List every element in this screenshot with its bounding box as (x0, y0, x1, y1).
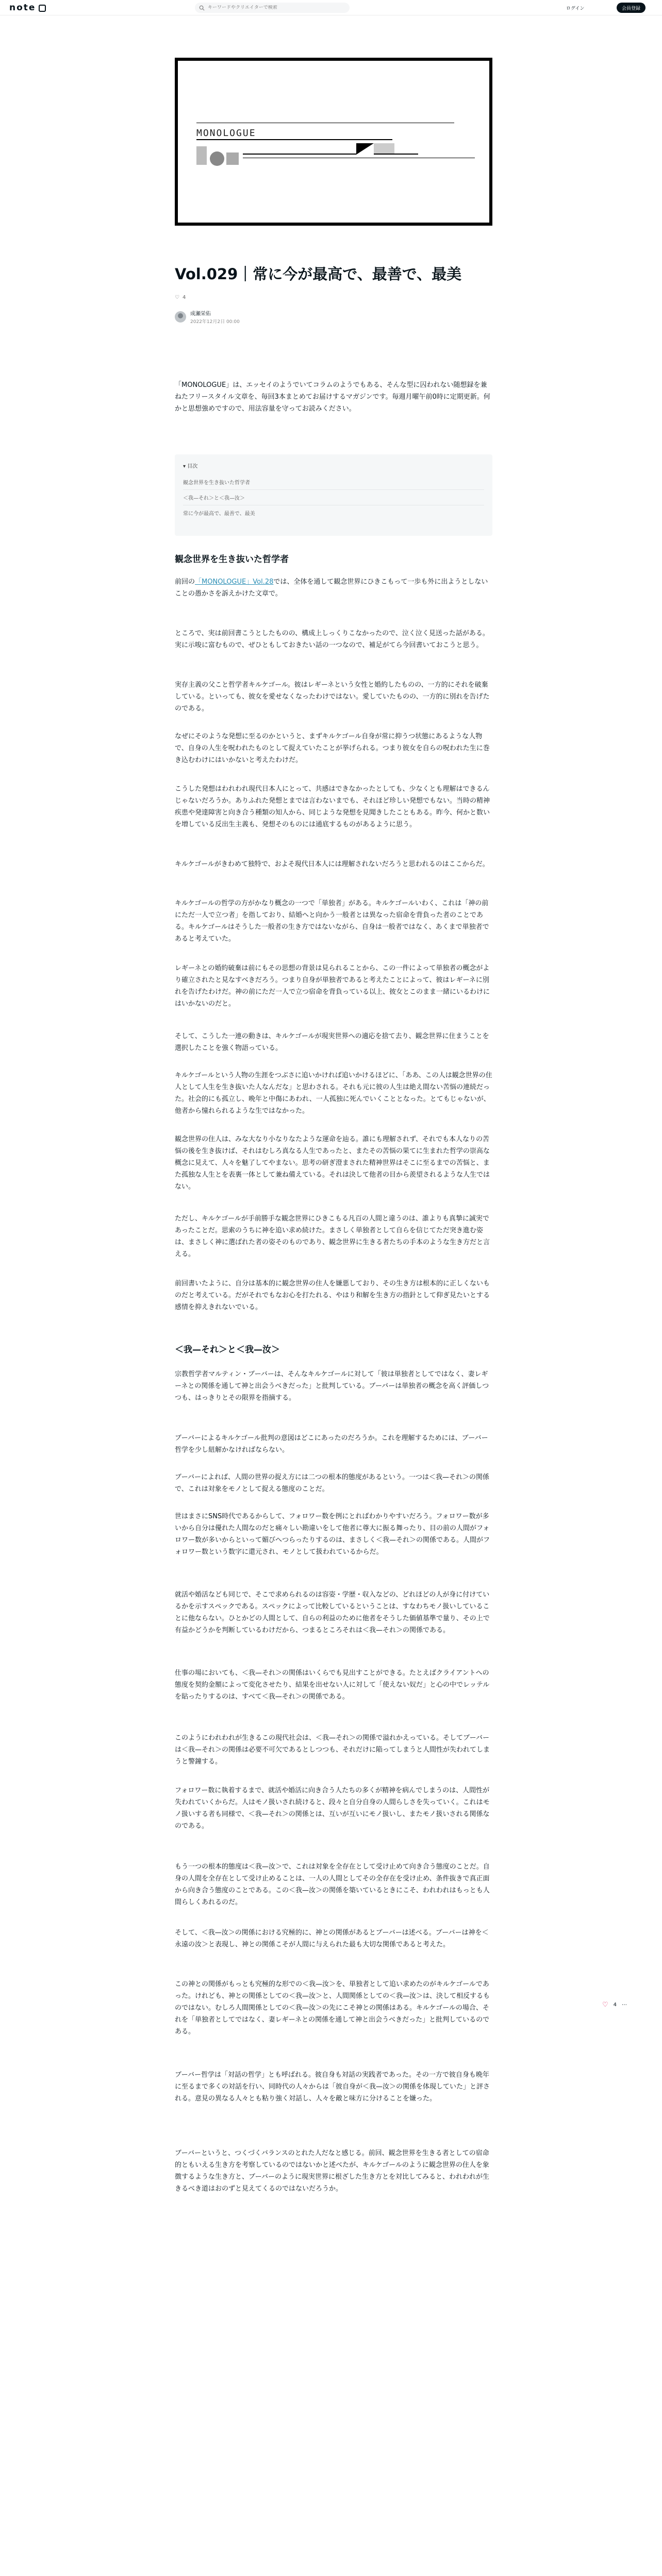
paragraph: フォロワー数に執着するまで、就活や婚活に向き合う人たちの多くが精神を病んでしまうのは、人間性が失われていくからだ。人はモノ扱いされ続けると、段々と自分自身の人間らしさを失っていく。これはモノ扱いする者も同様で、＜我—それ＞の関係とは、互いが互いにモノ扱いし、またモノ扱いされる関係なのである。 (175, 1787, 490, 1830)
logo-text: note (9, 3, 36, 13)
paragraph-text: では、全体を通して観念世界にひきこもって一歩も外に出ようとしないことの愚かさを訴えかけた文章で。 (175, 578, 488, 598)
side-actions (602, 2001, 627, 2009)
previous-issue-link[interactable]: 「MONOLOGUE」Vol.28 (195, 578, 274, 586)
paragraph (175, 576, 492, 600)
paragraph: ブーバー哲学は「対話の哲学」とも呼ばれる。彼自身も対話の実践者であった。その一方で彼自身も晩年に至るまで多くの対話を行い、同時代の人々からは「彼自身が＜我—汝＞の関係を体現していた」と評される。意見の異なる人々とも粘り強く対話し、人々を敵と味方に分けることを嫌った。 (175, 2071, 490, 2103)
paragraph-text: 前回の (175, 578, 195, 586)
section-heading: 観念世界を生き抜いた哲学者 (175, 554, 289, 565)
table-of-contents (175, 454, 492, 536)
toc-item[interactable]: 常に今が最高で、最善で、最美 (183, 511, 255, 517)
paragraph: そして、こうした一連の動きは、キルケゴールが現実世界への適応を捨て去り、観念世界に住まうことを選択したことを強く物語っている。 (175, 1032, 489, 1052)
paragraph: 世はまさにSNS時代であるからして、フォロワー数を例にとればわかりやすいだろう。フォロワー数が多いから自分は優れた人間なのだと痛々しい勘違いをして他者に尊大に振る舞ったり、目の前の人間がフォロワー数が多いからといって媚びへつらったりするのは、まさしく＜我—それ＞の関係である。人間がフォロワー数という数字に還元され、モノとして扱われているからだ。 (175, 1513, 490, 1556)
paragraph: キルケゴールという人物の生涯をつぶさに追いかければ追いかけるほどに、「ああ、この人は観念世界の住人として人生を生き抜いた人なんだな」と思わされる。それも元に彼の人生は絶え間ない苦悩の連続だった。社会的にも孤立し、晩年と中傷にあわれ、一人孤独に死んでいくこととなった。とてもじゃないが、他者から憧れられるような生ではなかった。 (175, 1072, 492, 1115)
paragraph: 仕事の場においても、＜我—それ＞の関係はいくらでも見出すことができる。たとえばクライアントへの態度を契約金額によって変化させたり、結果を出せない人に対して「使えない奴だ」と心の中でレッテルを貼ったりするのは、すべて＜我—それ＞の関係である。 (175, 1669, 490, 1701)
like-row (175, 295, 186, 300)
note-logo[interactable] (9, 3, 46, 13)
side-like-count: 4 (613, 2002, 617, 2008)
paragraph: もう一つの根本的態度は＜我—汝＞で、これは対象を全存在として受け止めて向き合う態度のことだ。自身の人間を全存在として受け止めることは、一人の人間としてその全存在を受け止め、条件抜きで真正面から向き合う態度のことである。この＜我—汝＞の関係を築いているときにこそ、われわれはもっとも人間らしくあれるのだ。 (175, 1863, 490, 1906)
like-count: 4 (182, 295, 186, 300)
paragraph: 前回書いたように、自分は基本的に観念世界の住人を嫌悪しており、その生き方は根本的に正しくないものだと考えている。だがそれでもなお心を打たれる、やはり和解を生き方の指針として仰ぎ見たいとする感情を抑えきれないでいる。 (175, 1280, 490, 1311)
article-title: Vol.029｜常に今が最高で、最善で、最美 (175, 265, 462, 283)
paragraph: ブーバーによるキルケゴール批判の意図はどこにあったのだろうか。これを理解するためには、ブーバー哲学を少し紐解かなければならない。 (175, 1434, 488, 1454)
paragraph: ただし、キルケゴールが手前勝手な観念世界にひきこもる凡百の人間と違うのは、誰よりも真摯に誠実であったことだ。思索のうちに神を追い求め続けた。まさしく単独者として自らを信じてただ突き進む姿は、まさしく神に選ばれた者の姿そのものであり、観念世界に生きる者たちの手本のような生き方だと言える。 (175, 1215, 490, 1258)
paragraph: なぜにそのような発想に至るのかというと、まずキルケゴール自身が常に抑うつ状態にあるような人物で、自身の人生を呪われたものとして捉えていたことが挙げられる。つまり彼女を自らの呪われた生に巻き込むわけにはいかないと考えたわけだ。 (175, 733, 490, 764)
paragraph: このようにわれわれが生きるこの現代社会は、＜我—それ＞の関係で溢れかえっている。そしてブーバーは＜我—それ＞の関係は必要不可欠であるとしつつも、それだけに陥ってしまうと人間性が失われてしまうと警鐘する。 (175, 1734, 490, 1766)
paragraph: 宗教哲学者マルティン・ブーバーは、そんなキルケゴールに対して「彼は単独者としてではなく、妻レギーネとの関係を通して神と出会うべきだった」と批判している。ブーバーは単独者の概念を高く評価しつつも、はっきりとその限界を指摘する。 (175, 1370, 489, 1402)
paragraph: 観念世界の住人は、みな大なり小なりなたような運命を辿る。誰にも理解されず、それでも本人なりの苦悩の後を生き抜けば、それはむしろ真なる人生であったと、またその苦悩の果てに生まれた哲学の崇高な概念に見えて、人々を魅了してやまない。思考の研ぎ澄まされた精神世界はそこに至るまでの苦悩と、また孤独な人生とを表裏一体として兼ね備えている。それは決して他者の目から羨望されるような人生ではない。 (175, 1136, 490, 1191)
section-heading: ＜我—それ＞と＜我—汝＞ (175, 1345, 280, 1355)
login-button[interactable]: ログイン (561, 3, 590, 13)
search-box[interactable] (195, 3, 350, 13)
toc-title[interactable]: ▾ 目次 (183, 464, 198, 469)
signup-button[interactable]: 会員登録 (617, 3, 646, 13)
logo-mark-icon (39, 5, 46, 12)
toc-item[interactable]: ＜我—それ＞と＜我—汝＞ (183, 490, 484, 505)
paragraph: ところで、実は前回書こうとしたものの、構成上しっくりこなかったので、泣く泣く見送った話がある。実に示唆に富むもので、ぜひともしておきたい話の一つなので、補足がてら今回書いておこうと思う。 (175, 630, 489, 649)
search-input[interactable] (208, 5, 342, 10)
paragraph: キルケゴールの哲学の方がかなり概念の一つで「単独者」がある。キルケゴールいわく、これは「神の前にただ一人で立つ者」を指しており、結婚へと向かう一般者とは異なった宿命を背負った者のことである。キルケゴールはそうした一般者の生き方ではないながら、自身は一般者ではなく、あくまで単独者であると考えていた。 (175, 900, 489, 943)
more-options-icon[interactable]: ⋯ (622, 2002, 627, 2008)
post-date: 2022年12月2日 00:00 (190, 319, 240, 325)
paragraph: こうした発想はわれわれ現代日本人にとって、共感はできなかったとしても、少なくとも理解はできるんじゃないだろうか。ありふれた発想とまでは言わないまでも、それほど珍しい発想でもない。当時の精神疾患や発達障害と向き合う種類の知人から、同じような発想を見聞きしたこともある。昨今、何かと数いを増している反出生主義も、発想そのものには通底するものがあるように思う。 (175, 785, 490, 828)
paragraph: 実存主義の父こと哲学者キルケゴール。彼はレギーネという女性と婚約したものの、一方的にそれを破棄している。といっても、彼女を愛せなくなったわけではない。愛していたものの、一方的に別れを告げたのである。 (175, 681, 490, 713)
hero-title: MONOLOGUE (196, 128, 256, 139)
heart-icon[interactable]: ♡ (602, 2001, 608, 2009)
avatar[interactable] (175, 311, 186, 323)
intro-paragraph: 「MONOLOGUE」は、エッセイのようでいてコラムのようでもある、そんな型に囚われない随想録を兼ねたフリースタイル文章を、毎回3本まとめてお届けするマガジンです。毎週月曜午前0時に定期更新。何かと思想強めですので、用法容量を守ってお読みください。 (175, 381, 490, 413)
hero-rule-thick (196, 139, 392, 140)
paragraph: この神との関係がもっとも究極的な形での＜我—汝＞を、単独者として追い求めたのがキルケゴールであった。けれども、神との関係としての＜我—汝＞と、人間関係としての＜我—汝＞は、決して相反するものではない。むしろ人間関係としての＜我—汝＞の先にこそ神との関係はある。キルケゴールの場合、それを「単独者としてではなく、妻レギーネとの関係を通して神と出会うべきだった」と批判しているのである。 (175, 1980, 490, 2036)
hero-graphic (196, 143, 475, 174)
heart-outline-icon[interactable]: ♡ (175, 295, 179, 300)
paragraph: ブーバーによれば、人間の世界の捉え方には二つの根本的態度があるという。一つは＜我—それ＞の関係で、これは対象をモノとして捉える態度のことだ。 (175, 1473, 489, 1493)
search-icon (199, 5, 205, 11)
top-bar (0, 0, 662, 15)
paragraph: レギーネとの婚約破棄は前にもその思想の背景は見られることから、この一件によって単独者の概念がより確立されたと見なすべきだろう。つまり自身が単独者であると考えたことによって、彼はレギーネに別れを告げたわけだ。神の前にただ一人で立つ宿命を背負っている以上、彼女とこのまま一緒にいるわけにはいかないのだと。 (175, 964, 490, 1008)
paragraph: キルケゴールがきわめて独特で、およそ現代日本人には理解されないだろうと思われるのはここからだ。 (175, 860, 489, 868)
paragraph: ブーバーというと、つくづくバランスのとれた人だなと感じる。前回、観念世界を生きる者としての宿命的ともいえる生き方を考察しているのではないかと述べたが、キルケゴールのように観念世界の住人を象徴するような生き方と、ブーバーのように現実世界に根ざした生き方とを対比してみると、われわれが生きるべき道はおのずと見えてくるのではないだろうか。 (175, 2149, 489, 2193)
toc-item[interactable]: 観念世界を生き抜いた哲学者 (183, 474, 484, 490)
paragraph: 就活や婚活なども同じで、そこで求められるのは容姿・学歴・収入などの、どれほどの人が身に付けているかを示すスペックである。スペックによって比較しているということは、すなわちモノ扱いしていることに他ならない。ひとかどの人間として、自らの利益のために他者をそうした価値基準で量り、その上で有益かどうかを判断しているわけだから、つまるところそれは＜我—それ＞の関係である。 (175, 1591, 490, 1634)
paragraph: そして、＜我—汝＞の関係における究極的に、神との関係があるとブーバーは述べる。ブーバーは神を＜永遠の汝＞と表現し、神との関係こそが人間に与えられた最も大切な関係であると考えた。 (175, 1929, 489, 1948)
author-name[interactable]: 成瀬栄佑 (190, 311, 211, 317)
hero-image (175, 58, 492, 226)
author-block[interactable] (175, 309, 240, 325)
